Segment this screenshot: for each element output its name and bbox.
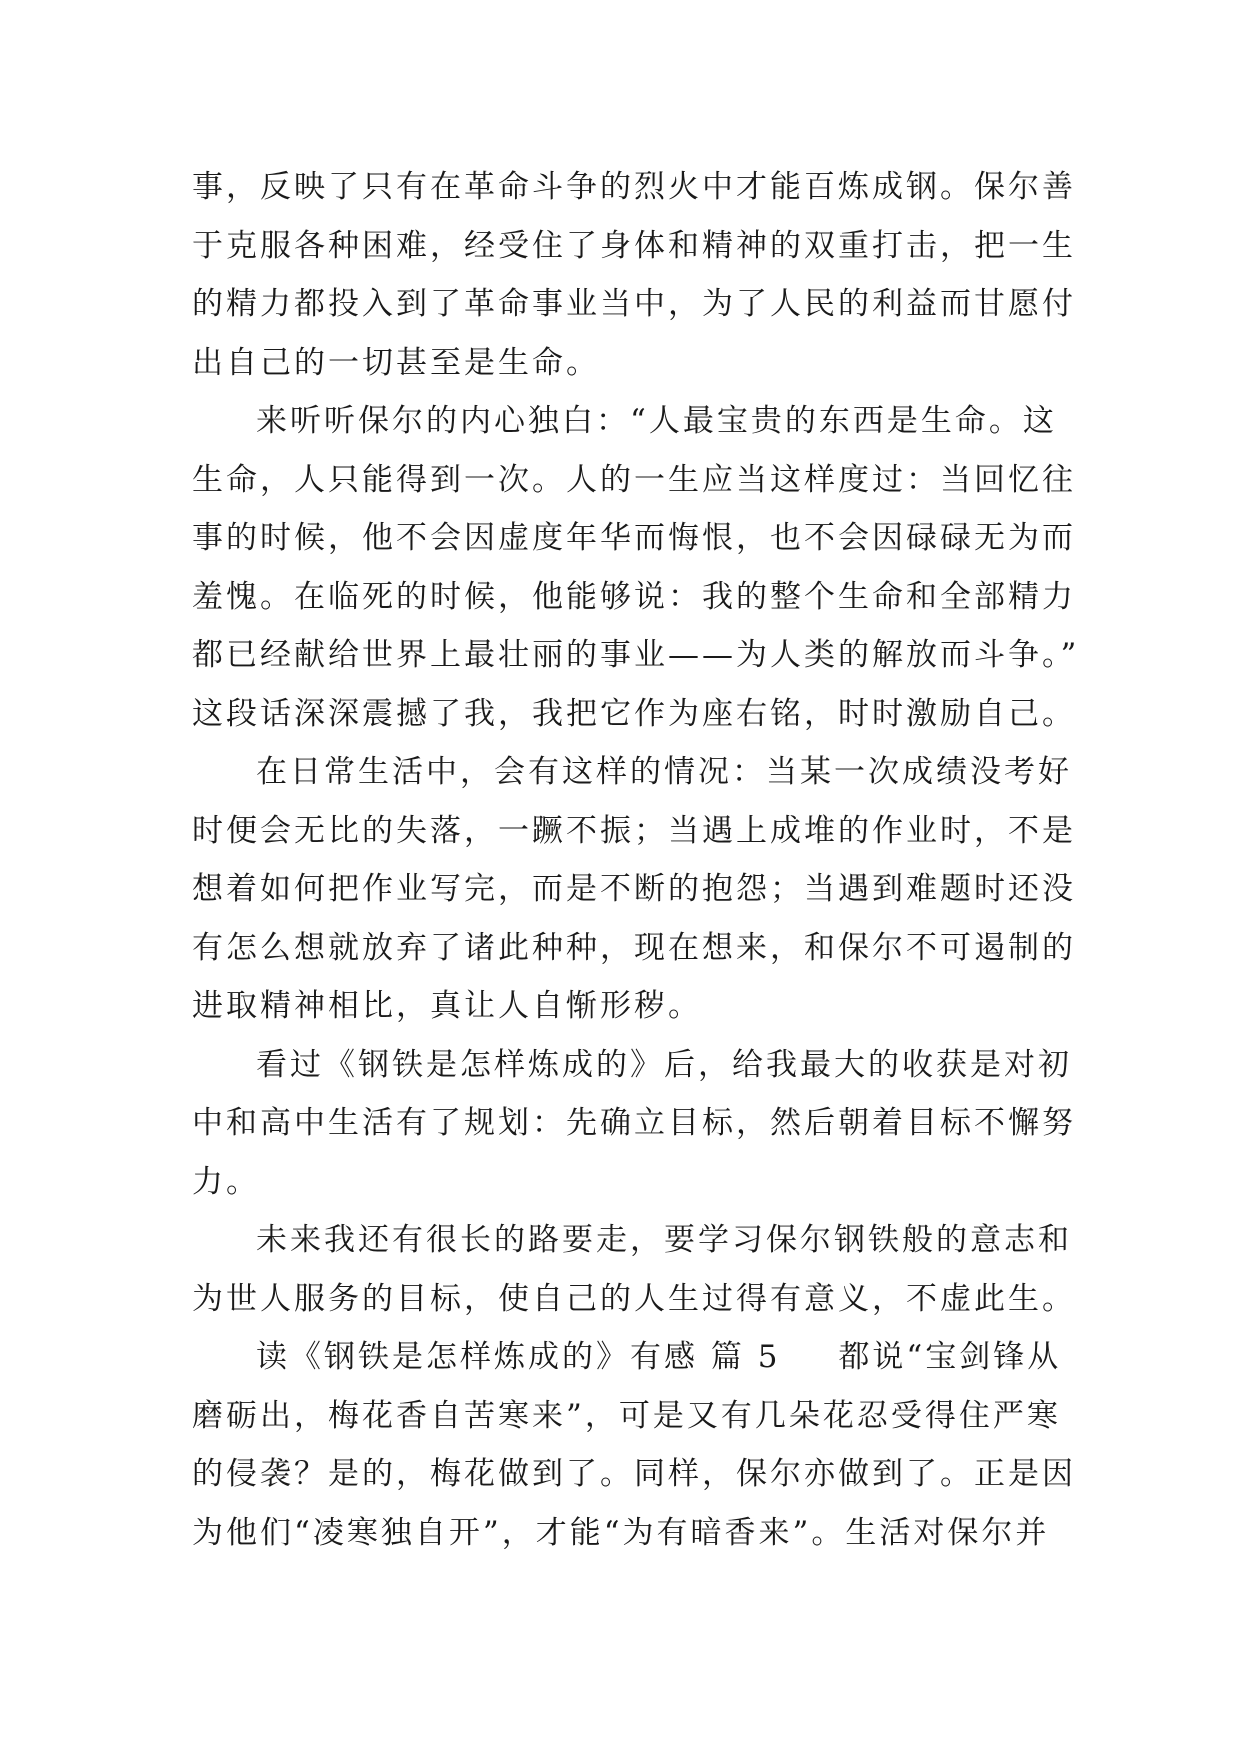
text-line: 出自己的一切甚至是生命。 <box>192 344 600 381</box>
text-line: 的侵袭？是的，梅花做到了。同样，保尔亦做到了。正是因 <box>192 1456 1076 1492</box>
text-line: 力。 <box>192 1163 260 1200</box>
text-line: 都已经献给世界上最壮丽的事业——为人类的解放而斗争。” <box>192 637 1080 673</box>
text-line: 的精力都投入到了革命事业当中，为了人民的利益而甘愿付 <box>192 286 1076 322</box>
paragraph-start-line: 未来我还有很长的路要走，要学习保尔钢铁般的意志和 <box>256 1222 1072 1258</box>
section-heading-line <box>192 1328 1092 1387</box>
paragraph-start-line: 看过《钢铁是怎样炼成的》后，给我最大的收获是对初 <box>256 1046 1072 1083</box>
text-line: 想着如何把作业写完，而是不断的抱怨；当遇到难题时还没 <box>192 871 1076 907</box>
text-line: 磨砺出，梅花香自苦寒来”，可是又有几朵花忍受得住严寒 <box>192 1397 1061 1434</box>
text-line: 事的时候，他不会因虚度年华而悔恨，也不会因碌碌无为而 <box>192 520 1076 556</box>
text-line: 进取精神相比，真让人自惭形秽。 <box>192 988 702 1024</box>
section-heading: 读《钢铁是怎样炼成的》有感 篇 5 <box>256 1339 781 1375</box>
paragraph-start-line: 来听听保尔的内心独白：“人最宝贵的东西是生命。这 <box>256 403 1057 439</box>
text-line: 羞愧。在临死的时候，他能够说：我的整个生命和全部精力 <box>192 578 1076 615</box>
text-line: 有怎么想就放弃了诸此种种，现在想来，和保尔不可遏制的 <box>192 929 1076 966</box>
text-line: 为他们“凌寒独自开”，才能“为有暗香来”。生活对保尔并 <box>192 1514 1050 1551</box>
text-line: 中和高中生活有了规划：先确立目标，然后朝着目标不懈努 <box>192 1105 1076 1141</box>
essay-text <box>192 158 1092 1562</box>
text-line: 于克服各种困难，经受住了身体和精神的双重打击，把一生 <box>192 227 1076 264</box>
text-line: 时便会无比的失落，一蹶不振；当遇上成堆的作业时，不是 <box>192 812 1076 849</box>
text-line: 生命，人只能得到一次。人的一生应当这样度过：当回忆往 <box>192 461 1076 498</box>
section-intro-text: 都说“宝剑锋从 <box>838 1339 1062 1375</box>
text-line: 为世人服务的目标，使自己的人生过得有意义，不虚此生。 <box>192 1280 1076 1317</box>
text-line: 这段话深深震撼了我，我把它作为座右铭，时时激励自己。 <box>192 695 1076 732</box>
text-line: 事，反映了只有在革命斗争的烈火中才能百炼成钢。保尔善 <box>192 169 1076 205</box>
paragraph-start-line: 在日常生活中，会有这样的情况：当某一次成绩没考好 <box>256 754 1072 790</box>
